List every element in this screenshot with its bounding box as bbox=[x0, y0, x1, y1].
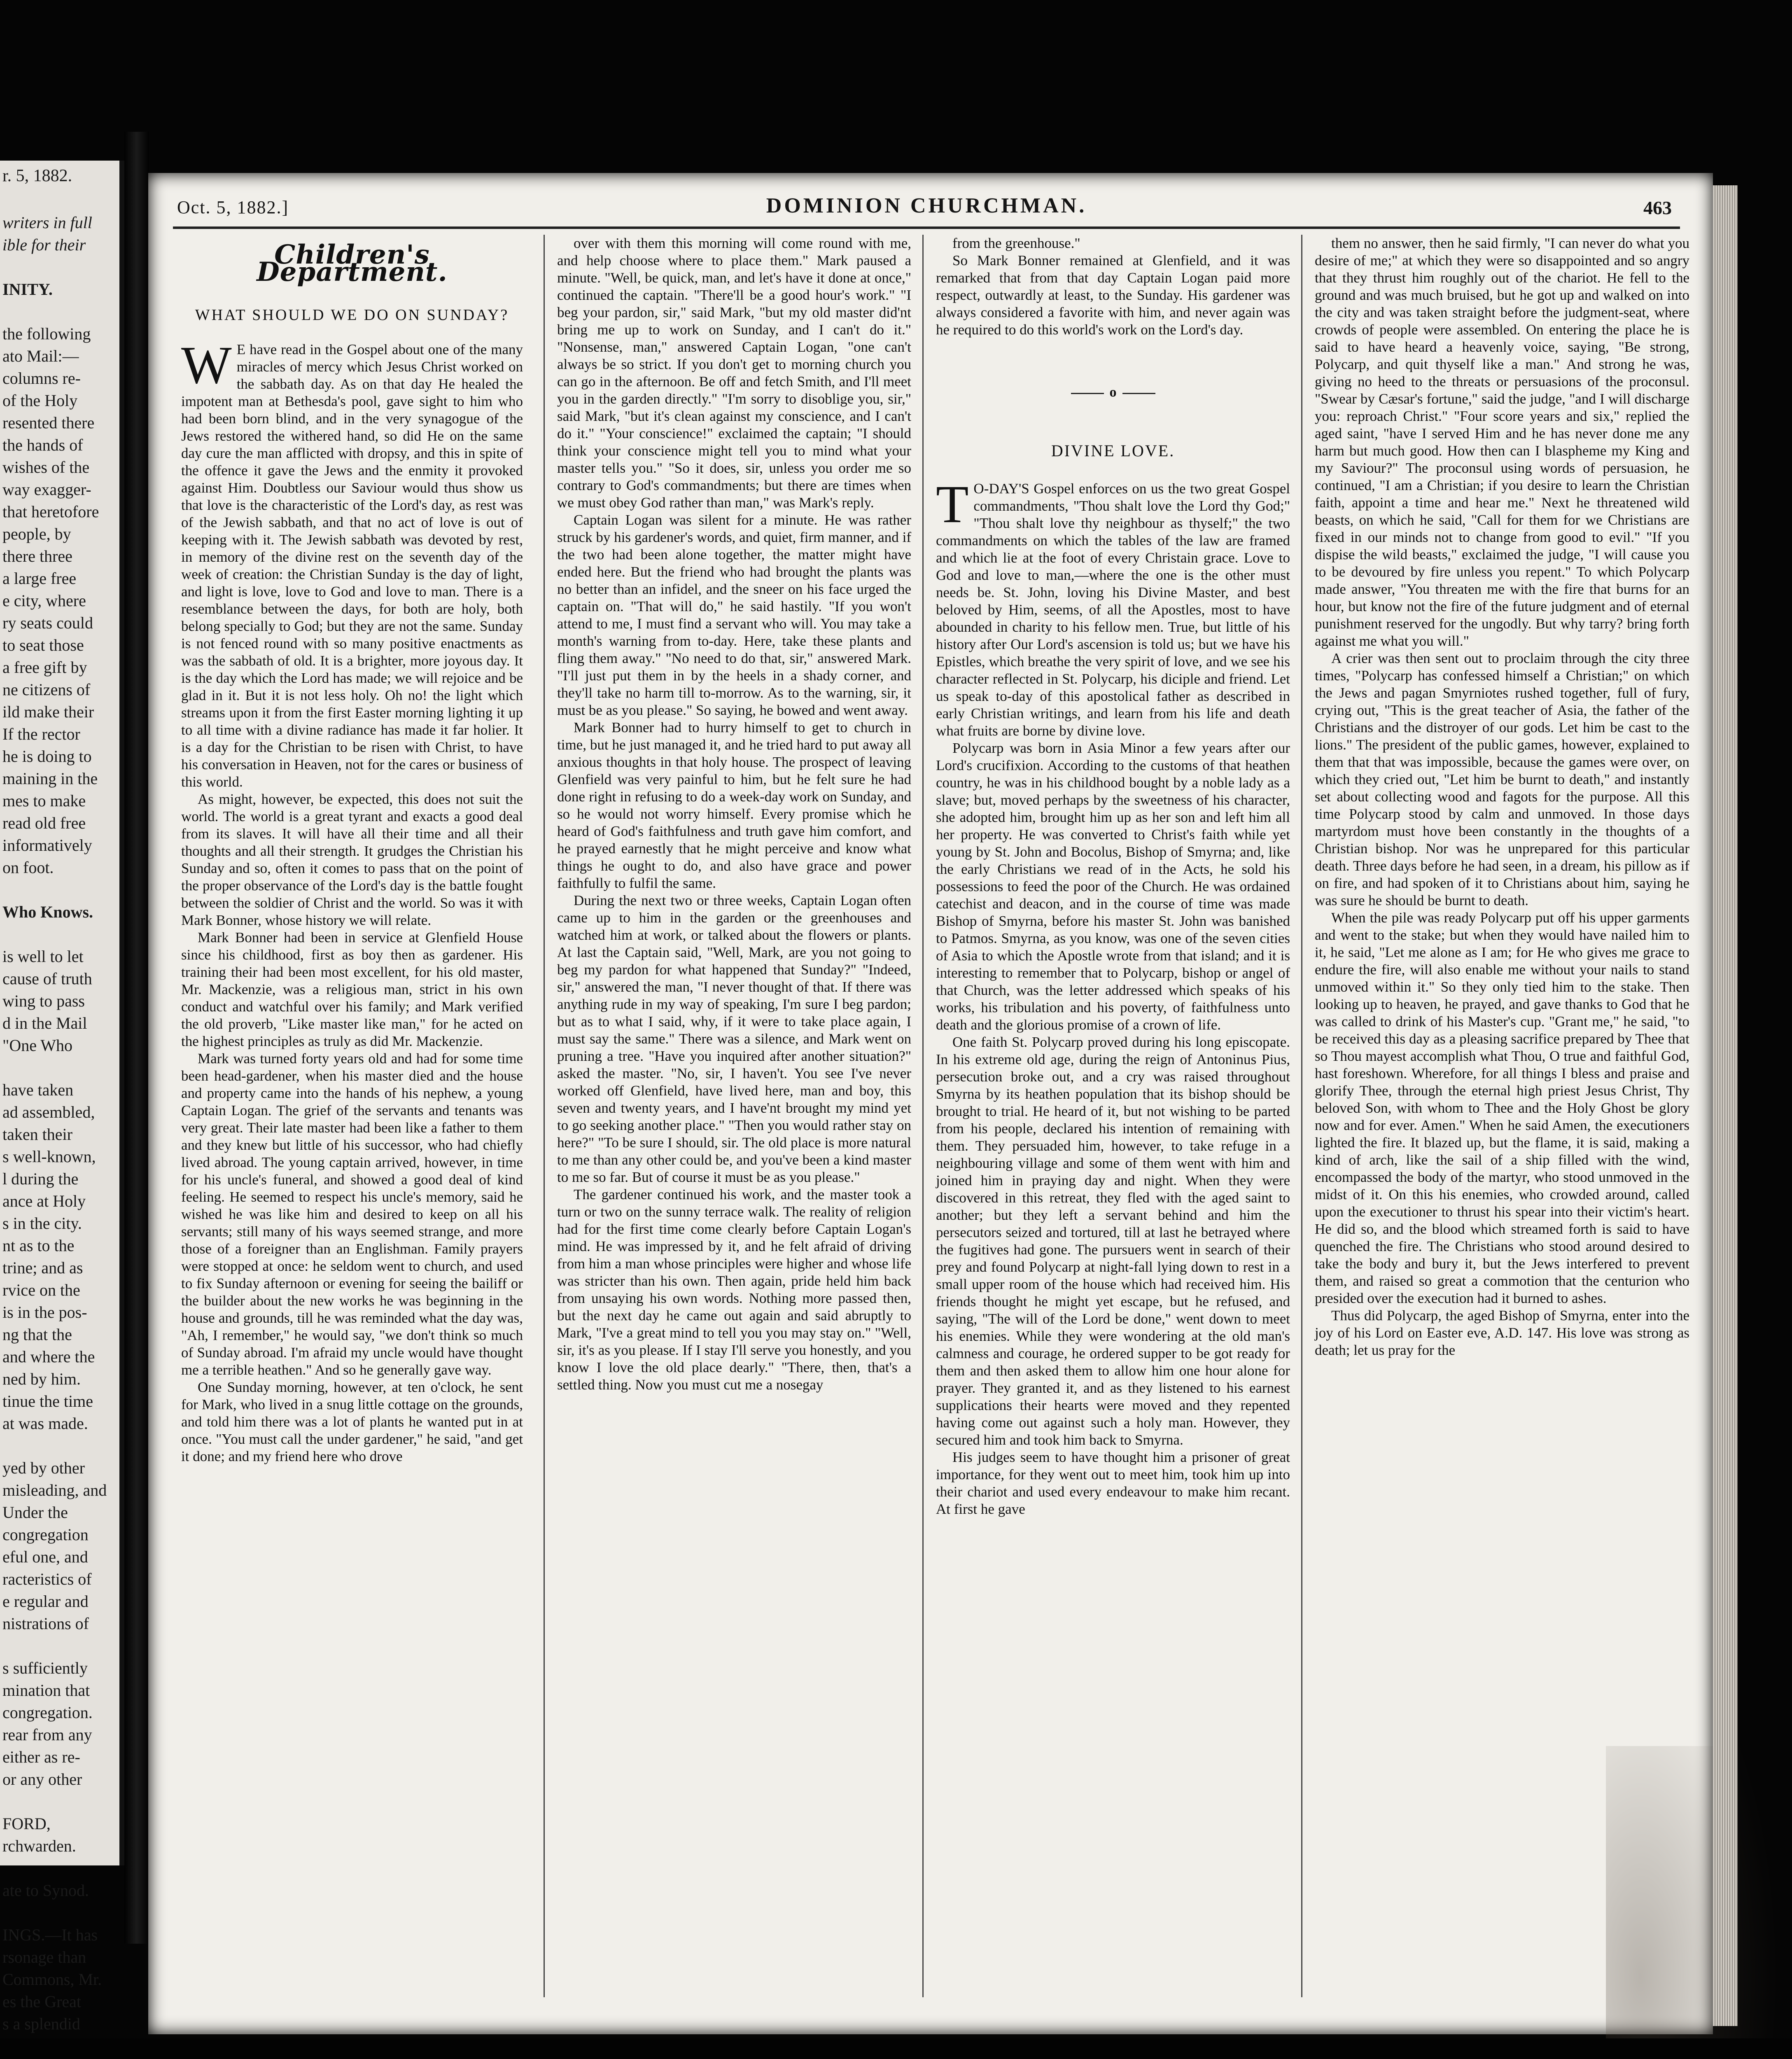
paragraph: Captain Logan was silent for a minute. He was rather struck by his gardener's words, and quiet, firm manner, and if the two had been alone together, the matter might have ended here. But the friend who had brought the plants was no better than an infidel, and the sneer on his face urged the captain on. "That will do," he said hastily. "If you won't attend to me, I must find a servant who will. You may take a month's warning from to-day. Here, take these plants and fling them away." "No need to do that, sir," answered Mark. "I'll just put them in by the heels in a shady corner, and they'll take no harm till to-morrow. As to the warning, sir, it must be as you please." So saying, he bowed and went away. bbox=[557, 512, 911, 718]
adjacent-note-line: writers in full bbox=[2, 213, 92, 232]
adjacent-text-line bbox=[0, 1791, 119, 1813]
adjacent-text-line: wing to pass bbox=[2, 992, 85, 1010]
adjacent-text-line: rsonage than bbox=[2, 1948, 86, 1966]
adjacent-text-line: a free gift by bbox=[2, 658, 87, 677]
column-4-body bbox=[1315, 235, 1689, 1359]
adjacent-text-line: that heretofore bbox=[2, 502, 99, 521]
adjacent-text-line: s sufficiently bbox=[2, 1659, 88, 1677]
adjacent-text-line: ato Mail:— bbox=[2, 347, 79, 365]
ornament-mark: o bbox=[1109, 385, 1117, 400]
adjacent-text-line bbox=[0, 1857, 119, 1879]
adjacent-text-line: d in the Mail bbox=[2, 1014, 87, 1032]
adjacent-text-line: mination that bbox=[2, 1681, 90, 1699]
paragraph: As might, however, be expected, this does not suit the world. The world is a great tyrant and exacts a good deal from its slaves. It will have all their time and all their thoughts and all their strength. It grudges the Christian his Sunday and so, often it comes to pass that on the point of the proper observance of the Lord's day is the battle fought between the soldier of Christ and the world. So was it with Mark Bonner, whose history we will relate. bbox=[181, 791, 523, 928]
adjacent-text-line: cause of truth bbox=[2, 969, 92, 988]
paragraph: Mark Bonner had to hurry himself to get to church in time, but he just managed it, and he tried hard to put away all anxious thoughts in that holy house. The prospect of leaving Glenfield was very painful to him, but he felt sure he had done right in refusing to do a week-day work on Sunday, and so he would not worry himself. Every promise which he heard of God's faithfulness and truth gave him comfort, and he prayed earnestly that he might perceive and know what things he ought to do, and also have grace and power faithfully to fulfil the same. bbox=[557, 719, 911, 891]
adjacent-text-line: columns re- bbox=[2, 369, 81, 388]
adjacent-text-line: people, by bbox=[2, 525, 71, 543]
adjacent-page-strip bbox=[0, 161, 124, 2033]
ornament-rule-right bbox=[1122, 393, 1155, 394]
page-number: 463 bbox=[1643, 197, 1672, 218]
page-stack-edge bbox=[1713, 185, 1738, 2026]
adjacent-text-line: If the rector bbox=[2, 725, 80, 743]
adjacent-section-title: INITY. bbox=[2, 280, 53, 299]
adjacent-text-line: of the Holy bbox=[2, 391, 78, 410]
adjacent-text-line: is well to let bbox=[2, 947, 84, 966]
adjacent-text-line: on foot. bbox=[2, 858, 54, 877]
adjacent-text-lines bbox=[0, 323, 119, 2059]
column-4 bbox=[1301, 235, 1689, 1997]
adjacent-page-header: r. 5, 1882. bbox=[2, 166, 72, 185]
adjacent-text-line: s a splendid bbox=[2, 2015, 80, 2033]
adjacent-text-line: maining in the bbox=[2, 769, 98, 788]
adjacent-text-line: s well-known, bbox=[2, 1147, 96, 1166]
adjacent-text-line: misleading, and bbox=[2, 1481, 107, 1499]
adjacent-text-line: at was made. bbox=[2, 1414, 88, 1433]
adjacent-text-line: ance at Holy bbox=[2, 1192, 86, 1210]
paragraph: A crier was then sent out to proclaim through the city three times, "Polycarp has confessed himself a Christian;" on which the Jews and pagan Smyrniotes rushed together, full of fury, crying out, "This is the great teacher of Asia, the father of the Christians and the distroyer of our gods. Let him be cast to the lions." The president of the public games, however, explained to them that that was impossible, because the games were over, on which they cried out, "Let him be burnt to death," and instantly set about collecting wood and fagots for the purpose. All this time Polycarp stood by calm and unmoved. In those days martyrdom must hove been constantly in the thoughts of a Christian bishop. Nor was he unprepared for this particular death. Three days before he had seen, in a dream, his pillow as if on fire, and had spoken of it to Christians about him, saying he was sure he should be burnt to death. bbox=[1315, 650, 1689, 908]
adjacent-text-line: the hands of bbox=[2, 436, 83, 454]
adjacent-note-line: ible for their bbox=[2, 236, 86, 254]
column-2 bbox=[544, 235, 911, 1997]
paragraph: over with them this morning will come round with me, and help choose where to place them." Mark paused a minute. "Well, be quick, man, and let's have it done at once," continued the captain. "There'll be a good hour's work." "I beg your pardon, sir," said Mark, "but my old master did'nt bring me up to work on Sunday, and I can't do it." "Nonsense, man," answered Captain Logan, "one can't always be so strict. If you don't get to morning church you can go in the afternoon. Be off and fetch Smith, and I'll meet you in the garden directly." "I'm sorry to disoblige you, sir," said Mark, "but it's clean against my conscience, and I can't do it." "Your conscience!" exclaimed the captain; "I should think your conscience might tell you to mind what your master tells you." "So it does, sir, unless you order me so contrary to God's commandments; but there are times when we must obey God rather than man," was Mark's reply. bbox=[557, 235, 911, 511]
adjacent-text-line: Under the bbox=[2, 1503, 68, 1522]
adjacent-text-line: either as re- bbox=[2, 1748, 80, 1766]
paragraph: During the next two or three weeks, Captain Logan often came up to him in the garden or the greenhouses and watched him at work, or talked about the flowers or plants. At last the Captain said, "Well, Mark, are you not going to beg my pardon for what happened that Sunday?" "Indeed, sir," answered the man, "I never thought of that. If there was anything rude in my way of speaking, I'm sure I beg pardon; but as to what I said, why, if it were to take place again, I must say the same." There was a silence, and Mark went on pruning a tree. "Have you inquired after another situation?" asked the master. "No, sir, I haven't. You see I've never worked off Glenfield, have lived here, man and boy, this seven and twenty years, and I have'nt brought my mind yet to go seeking another place." "Then you would rather stay on here?" "To be sure I should, sir. The old place is more natural to me than any other could be, and you've been a kind master to me so far. But of course it must be as you please." bbox=[557, 892, 911, 1185]
column-3-story1-body bbox=[936, 235, 1290, 338]
adjacent-text-line: congregation. bbox=[2, 1703, 93, 1722]
adjacent-text-line: nt as to the bbox=[2, 1236, 75, 1255]
paragraph: So Mark Bonner remained at Glenfield, and it was remarked that from that day Captain Logan paid more respect, outwardly at least, to the Sunday. His gardener was always considered a favorite with him, and never again was he required to do this world's work on the Lord's day. bbox=[936, 252, 1290, 338]
adjacent-text-line: wishes of the bbox=[2, 458, 90, 476]
paragraph: His judges seem to have thought him a prisoner of great importance, for they went out to meet him, took him up into their chariot and used every endeavour to make him recant. At first he gave bbox=[936, 1449, 1290, 1517]
column-1 bbox=[181, 235, 523, 1997]
section-ornament bbox=[936, 384, 1290, 401]
adjacent-text-line: ad assembled, bbox=[2, 1103, 95, 1121]
adjacent-text-line: eful one, and bbox=[2, 1548, 88, 1566]
adjacent-text-line: e regular and bbox=[2, 1592, 89, 1611]
column-1-body bbox=[181, 336, 523, 1465]
adjacent-text-line: Who Knows. bbox=[2, 903, 93, 921]
column-3-story2-body bbox=[936, 475, 1290, 1518]
paragraph: Thus did Polycarp, the aged Bishop of Smyrna, enter into the joy of his Lord on Easter eve, A.D. 147. His love was strong as death; let us pray for the bbox=[1315, 1307, 1689, 1358]
ornament-rule-left bbox=[1071, 393, 1104, 394]
column-3 bbox=[922, 235, 1290, 1997]
adjacent-text-line: ne citizens of bbox=[2, 680, 91, 699]
column-2-body bbox=[557, 235, 911, 1394]
adjacent-text-line: rvice on the bbox=[2, 1281, 80, 1299]
adjacent-text-line: to seat those bbox=[2, 636, 84, 654]
paragraph: from the greenhouse." bbox=[952, 235, 1080, 251]
adjacent-text-line: Commons, Mr. bbox=[2, 1970, 102, 1989]
paragraph: Mark was turned forty years old and had for some time been head-gardener, when his master died and the house and property came into the hands of his nephew, a young Captain Logan. The grief of the servants and tenants was very great. Their late master had been like a father to them and they knew but little of his successor, who had chiefly lived abroad. The young captain arrived, however, in time for his uncle's funeral, and showed a good deal of kind feeling. He seemed to respect his uncle's memory, said he wished he was like him and desired to keep on all his servants; still many of his ways seemed strange, and more those of a foreigner than an Englishman. Family prayers were stopped at once: he seldom went to church, and used to fix Sunday afternoon or evening for seeing the bailiff or the builder about the new works he was beginning in the house and grounds, till he was reminded what the day was, "Ah, I remember," he would say, "we don't think so much of Sunday abroad. I'm afraid my uncle would have thought me a terrible heathen." And so he generally gave way. bbox=[181, 1051, 523, 1378]
adjacent-text-line: ry seats could bbox=[2, 614, 93, 632]
adjacent-text-line: resented there bbox=[2, 413, 95, 432]
paragraph: One Sunday morning, however, at ten o'clock, he sent for Mark, who lived in a snug little cottage on the grounds, and told him there was a lot of plants he wanted put in at once. "You must call the under gardener," he said, "and get it done; and my friend here who drove bbox=[181, 1379, 523, 1464]
adjacent-text-line: rchwarden. bbox=[2, 1837, 76, 1855]
adjacent-text-line bbox=[0, 923, 119, 945]
adjacent-text-line: a large free bbox=[2, 569, 77, 588]
page-header bbox=[173, 194, 1680, 229]
adjacent-text-line: or any other bbox=[2, 1770, 82, 1788]
paragraph: WE have read in the Gospel about one of the many miracles of mercy which Jesus Christ worked on the sabbath day. As on that day He healed the impotent man at Bethesda's pool, gave sight to him who had been born blind, and in the very synagogue of the Jews restored the withered hand, so did He on the same day cure the man afflicted with dropsy, and this in spite of the offence it gave the Jews and the enmity it provoked against Him. Doubtless our Saviour would thus show us that love is the characteristic of the Lord's day, as rest was of the Jewish sabbath, and that no act of love is out of keeping with it. The Jewish sabbath was devoted by rest, in memory of the divine rest on the seventh day of the week of creation: the Christian Sunday is the day of light, and light is love, love to God and love to man. There is a resemblance between the days, for both are holy, both belong specially to God; but they are not the same. Sunday is not fenced round with so many positive enactments as was the sabbath of old. It is a brighter, more joyous day. It is the day which the Lord has made; we will rejoice and be glad in it. But it is not less holy. Oh no! the light which streams upon it from the first Easter morning lighting it up to all time with a divine radiance has made it far holier. It is a day for the Christian to be risen with Christ, to have his conversation in Heaven, not for the cares or business of this world. bbox=[181, 336, 523, 790]
adjacent-text-line bbox=[0, 1635, 119, 1657]
adjacent-text-line: "One Who bbox=[2, 1036, 72, 1055]
book-gutter bbox=[124, 132, 149, 1944]
adjacent-text-line: informatively bbox=[2, 836, 92, 854]
issue-date: Oct. 5, 1882.] bbox=[177, 197, 289, 217]
adjacent-text-line: trine; and as bbox=[2, 1258, 83, 1277]
adjacent-text-line: there three bbox=[2, 547, 72, 565]
adjacent-text-line: ned by him. bbox=[2, 1370, 81, 1388]
adjacent-text-line bbox=[0, 1902, 119, 1924]
adjacent-text-line: INGS.—It has bbox=[2, 1926, 98, 1944]
adjacent-text-line: taken their bbox=[2, 1125, 72, 1144]
adjacent-text-line: the following bbox=[2, 324, 91, 343]
paragraph: When the pile was ready Polycarp put off his upper garments and went to the stake; but when they would have nailed him to it, he said, "Let me alone as I am; for He who gives me grace to endure the fire, will also enable me without your nails to stand unmoved within it." So they only tied him to the stake. Then looking up to heaven, he prayed, and gave thanks to God that he was called to drink of his Master's cup. "Grant me," he said, "to be received this day as a pleasing sacrifice prepared by Thee that so Thou mayest accomplish what Thou, O true and faithful God, hast foreshown. Wherefore, for all things I bless and praise and glorify Thee, through the eternal high priest Jesus Christ, Thy beloved Son, with whom to Thee and the Holy Ghost be glory now and for ever. Amen." When he said Amen, the executioners lighted the fire. It blazed up, but the flame, it is said, making a kind of arch, like the sail of a ship filled with the wind, encompassed the body of the martyr, who stood unmoved in the midst of it. On this his enemies, who crowded around, called upon the executioner to thrust his spear into their victim's heart. He did so, and the blood which streamed forth is said to have quenched the fire. The Christians who stood around desired to take the body and bury it, but the Jews interfered to prevent them, and raised so great a commotion that the centurion who presided over the execution had it burned to ashes. bbox=[1315, 910, 1689, 1306]
adjacent-text-line: e city, where bbox=[2, 591, 86, 610]
adjacent-text-line: rear from any bbox=[2, 1725, 92, 1744]
adjacent-text-line: congregation bbox=[2, 1525, 89, 1544]
adjacent-text-line: way exagger- bbox=[2, 480, 91, 499]
adjacent-text-line: ild make their bbox=[2, 703, 94, 721]
adjacent-text-line: es the Great bbox=[2, 1992, 82, 2011]
newspaper-page bbox=[148, 173, 1713, 2034]
adjacent-text-line: racteristics of bbox=[2, 1570, 92, 1588]
story-title: DIVINE LOVE. bbox=[1051, 441, 1175, 460]
adjacent-text-line: nistrations of bbox=[2, 1614, 89, 1633]
masthead: DOMINION CHURCHMAN. bbox=[766, 194, 1087, 217]
adjacent-text-line: he is doing to bbox=[2, 747, 92, 766]
adjacent-text-line: ate to Synod. bbox=[2, 1881, 89, 1900]
paragraph: One faith St. Polycarp proved during his long episcopate. In his extreme old age, during the reign of Antoninus Pius, persecution broke out, and a cry was raised throughout Smyrna by its heathen population that its bishop should be brought to trial. He heard of it, but not wishing to be parted from his people, declared his intention of remaining with them. They persuaded him, however, to take refuge in a neighbouring village and some of them went with him and joined him in praying day and night. When they were discovered in this retreat, they fled with the aged saint to another; but they left a servant behind and him the persecutors seized and tortured, till at last he betrayed where the fugitives had gone. The pursuers went in search of their prey and found Polycarp at night-fall lying down to rest in a small upper room of the house which had received him. His friends thought he might yet escape, but he refused, and saying, "The will of the Lord be done," went down to meet his enemies. While they were wondering at the old man's calmness and courage, he ordered supper to be got ready for them and then asked them to allow him one hour alone for prayer. They granted it, and as they listened to his earnest supplications their hearts were moved and they repented having come out against such a holy man. However, they secured him and took him back to Smyrna. bbox=[936, 1034, 1290, 1448]
adjacent-text-line: s in the city. bbox=[2, 1214, 82, 1233]
paragraph: The gardener continued his work, and the master took a turn or two on the sunny terrace walk. The reality of religion had for the first time come clearly before Captain Logan's mind. He was impressed by it, and he felt afraid of driving from him a man whose principles were higher and whose life was stricter than his own. Then again, pride held him back from unsaying his own words. Nothing more passed then, but the next day he came out again and said abruptly to Mark, "I've a great mind to tell you you may stay on." "Well, sir, it's as you please. If I stay I'll serve you honestly, and you know I love the old place dearly." "There, then, that's a settled thing. Now you must cut me a nosegay bbox=[557, 1186, 911, 1393]
adjacent-text-line: read old free bbox=[2, 814, 86, 832]
story-title: WHAT SHOULD WE DO ON SUNDAY? bbox=[195, 306, 509, 324]
adjacent-text-line bbox=[0, 1435, 119, 1457]
adjacent-text-line: FORD, bbox=[2, 1814, 51, 1833]
scan-background bbox=[0, 2038, 1792, 2059]
adjacent-text-line bbox=[0, 879, 119, 901]
adjacent-text-line: ng that the bbox=[2, 1325, 72, 1344]
department-title: Children's Department. bbox=[257, 239, 448, 287]
adjacent-text-line: tinue the time bbox=[2, 1392, 93, 1410]
paragraph: TO-DAY'S Gospel enforces on us the two great Gospel commandments, "Thou shalt love the Lord thy God;" "Thou shalt love thy neighbour as thyself;" the two commandments on which the tables of the law are framed and which lie at the foot of every Christain grace. Love to God and love to man,—where the one is the other must needs be. St. John, loving his Divine Master, and best beloved by Him, seems, of all the Apostles, most to have abounded in charity to his fellow men. True, but little of his history after Our Lord's ascension is told us; but we have his Epistles, which breathe the very spirit of love, and we see his character reflected in St. Polycarp, his diciple and friend. Let us speak to-day of this apostolical father as described in early Christian writings, and learn from his life and death what fruits are borne by divine love. bbox=[936, 475, 1290, 739]
paragraph: Polycarp was born in Asia Minor a few years after our Lord's crucifixion. According to the customs of that heathen country, he was in his childhood bought by a noble lady as a slave; but, moved perhaps by the sweetness of his character, she adopted him, brought him up as her son and left him all her property. He was converted to Christ's faith while yet young by St. John and Bocolus, Bishop of Smyrna; and, like the early Christians we read of in the Acts, he sold his possessions to feed the poor of the Church. He was ordained catechist and deacon, and in the course of time was made Bishop of Smyrna, before his master St. John was banished to Patmos. Smyrna, as you know, was one of the seven cities of Asia to which the Apostle wrote from that island; and it is interesting to remember that to Polycarp, bishop or angel of that Church, was the letter addressed which speaks of his works, his tribulation and his poverty, of faithfulness unto death and the glorious promise of a crown of life. bbox=[936, 740, 1290, 1033]
adjacent-text-line: is in the pos- bbox=[2, 1303, 87, 1321]
adjacent-text-line: l during the bbox=[2, 1170, 79, 1188]
paragraph: them no answer, then he said firmly, "I can never do what you desire of me;" at which they were so disappointed and so angry that they thrust him roughly out of the chariot. He fell to the ground and was much bruised, but he got up and walked on into the city and was taken straight before the judgment-seat, where crowds of people were assembled. On entering the place he is said to have heard a heavenly voice, saying, "Be strong, Polycarp, and quit thyself like a man." And strong he was, giving no heed to the threats or persuasions of the proconsul. "Swear by Cæsar's fortune," said the judge, "and I will discharge you: reproach Christ." "Four score years and six," replied the aged saint, "have I served Him and he has never done me any harm but much good. How then can I blaspheme my King and my Saviour?" The proconsul using words of persuasion, he continued, "I am a Christian; if you desire to learn the Christian faith, appoint a time and hear me." Next he threatened wild beasts, on which he said, "Call for them for we Christians are fixed in our minds not to change from good to evil." "If you dispise the wild beasts," exclaimed the judge, "I will cause you to be devoured by fire unless you repent." To which Polycarp made answer, "You threaten me with the fire that burns for an hour, but know not the fire of the future judgment and of eternal punishment reserved for the ungodly. But why tarry? bring forth against me what you will." bbox=[1315, 235, 1689, 649]
adjacent-text-line: mes to make bbox=[2, 791, 86, 810]
adjacent-text-line: and where the bbox=[2, 1347, 95, 1366]
paragraph: Mark Bonner had been in service at Glenfield House since his childhood, first as boy then as gardener. His training their had been most excellent, for his old master, Mr. Mackenzie, was a religious man, strict in his own conduct and watchful over his family; and Mark verified the old proverb, "Like master like man," for he acted on the highest principles as truly as did Mr. Mackenzie. bbox=[181, 929, 523, 1049]
adjacent-text-line bbox=[0, 1057, 119, 1079]
adjacent-text-line: yed by other bbox=[2, 1459, 85, 1477]
adjacent-text-line: have taken bbox=[2, 1081, 74, 1099]
